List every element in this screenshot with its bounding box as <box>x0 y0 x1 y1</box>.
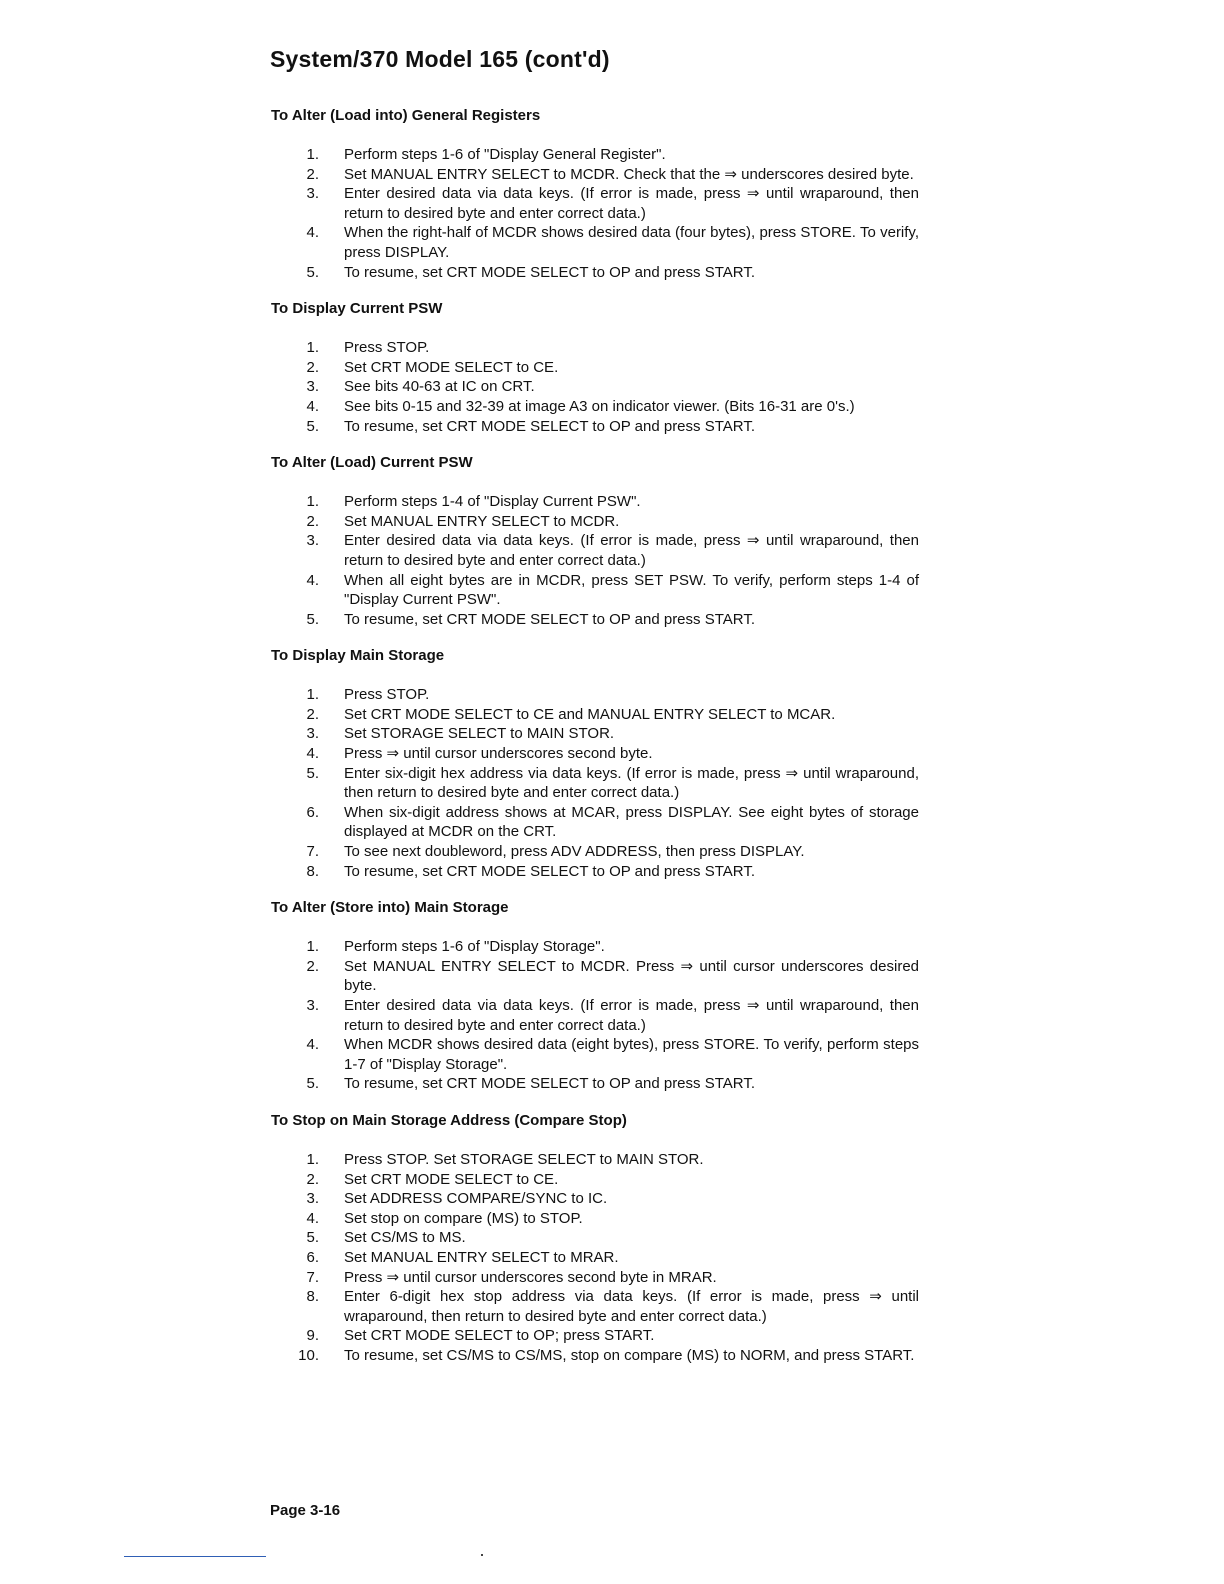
procedure-step <box>271 1074 919 1094</box>
step-text: Perform steps 1-6 of "Display Storage". <box>344 938 605 956</box>
procedure-step <box>271 397 919 417</box>
page-title: System/370 Model 165 (cont'd) <box>270 46 610 72</box>
step-number: 2. <box>306 1170 319 1188</box>
step-text: Set MANUAL ENTRY SELECT to MCDR. Check that the ⇒ underscores desired byte. <box>344 165 914 183</box>
step-text: Enter 6-digit hex stop address via data keys. (If error is made, press ⇒ until wraparound, then return to desired byte and enter correct data.) <box>344 1288 919 1325</box>
step-number: 5. <box>306 1229 319 1247</box>
procedure-step <box>271 1209 919 1229</box>
step-number: 4. <box>306 571 319 589</box>
scan-artifact-line <box>124 1556 266 1557</box>
step-number: 2. <box>306 358 319 376</box>
section-heading: To Stop on Main Storage Address (Compare Stop) <box>271 1111 627 1129</box>
step-number: 5. <box>306 263 319 281</box>
procedure-step <box>271 1287 919 1326</box>
step-text: To resume, set CRT MODE SELECT to OP and press START. <box>344 862 755 880</box>
procedure-step <box>271 1346 919 1366</box>
procedure-step <box>271 685 919 705</box>
procedure-step <box>271 531 919 570</box>
scan-artifact-dot <box>481 1554 483 1556</box>
section-heading: To Alter (Store into) Main Storage <box>271 899 509 917</box>
procedure-step <box>271 492 919 512</box>
step-text: When all eight bytes are in MCDR, press SET PSW. To verify, perform steps 1-4 of "Display Current PSW". <box>344 571 919 609</box>
procedure-step <box>271 1150 919 1170</box>
step-number: 5. <box>306 417 319 435</box>
step-number: 5. <box>306 610 319 628</box>
step-text: Set MANUAL ENTRY SELECT to MRAR. <box>344 1248 619 1266</box>
step-number: 5. <box>306 764 319 782</box>
step-number: 4. <box>306 224 319 242</box>
procedure-step <box>271 1035 919 1074</box>
step-text: Perform steps 1-6 of "Display General Register". <box>344 146 666 163</box>
step-text: Press STOP. <box>344 339 430 357</box>
procedure-step <box>271 803 919 842</box>
section-heading: To Alter (Load) Current PSW <box>271 454 473 472</box>
step-text: Press STOP. <box>344 686 430 704</box>
step-text: Press STOP. Set STORAGE SELECT to MAIN STOR. <box>344 1150 704 1168</box>
section-heading: To Display Current PSW <box>271 300 443 318</box>
step-text: When the right-half of MCDR shows desired data (four bytes), press STORE. To verify, press DISPLAY. <box>344 224 919 261</box>
procedure-section <box>271 453 919 629</box>
procedure-step <box>271 1248 919 1268</box>
step-number: 2. <box>306 705 319 723</box>
step-text: Enter desired data via data keys. (If error is made, press ⇒ until wraparound, then return to desired byte and enter correct data.) <box>344 185 919 222</box>
procedure-section <box>271 299 919 436</box>
section-heading: To Alter (Load into) General Registers <box>271 107 541 124</box>
step-number: 2. <box>306 165 319 183</box>
procedure-section <box>271 1111 919 1366</box>
procedure-step <box>271 1268 919 1288</box>
step-text: Set CRT MODE SELECT to CE. <box>344 1170 559 1188</box>
procedure-step <box>271 1170 919 1190</box>
step-number: 2. <box>306 957 319 975</box>
step-number: 3. <box>306 378 319 396</box>
step-text: Set CRT MODE SELECT to CE. <box>344 358 559 376</box>
step-text: To resume, set CRT MODE SELECT to OP and press START. <box>344 263 755 281</box>
step-text: To resume, set CS/MS to CS/MS, stop on compare (MS) to NORM, and press START. <box>344 1346 915 1364</box>
step-number: 5. <box>306 1075 319 1093</box>
step-number: 3. <box>306 185 319 203</box>
procedure-step <box>271 145 919 165</box>
procedure-step <box>271 937 919 957</box>
step-number: 1. <box>306 686 319 704</box>
procedure-step <box>271 417 919 437</box>
step-text: When MCDR shows desired data (eight bytes), press STORE. To verify, perform steps 1-7 of "Display Storage". <box>344 1036 919 1073</box>
procedure-step <box>271 1326 919 1346</box>
procedure-step <box>271 358 919 378</box>
procedure-step <box>271 744 919 764</box>
section-heading: To Display Main Storage <box>271 647 445 665</box>
step-text: Enter six-digit hex address via data keys. (If error is made, press ⇒ until wraparound, then return to desired byte and enter correct data.) <box>344 764 919 802</box>
step-number: 3. <box>306 725 319 743</box>
step-number: 1. <box>306 146 319 163</box>
step-number: 4. <box>306 1209 319 1227</box>
step-text: Set MANUAL ENTRY SELECT to MCDR. Press ⇒ until cursor underscores desired byte. <box>344 957 919 995</box>
procedure-section <box>271 646 919 881</box>
procedure-step <box>271 263 919 283</box>
procedure-section <box>271 898 919 1094</box>
procedure-step <box>271 184 919 223</box>
step-text: Press ⇒ until cursor underscores second byte in MRAR. <box>344 1268 717 1286</box>
step-text: Press ⇒ until cursor underscores second byte. <box>344 745 653 763</box>
step-text: Enter desired data via data keys. (If error is made, press ⇒ until wraparound, then return to desired byte and enter correct data.) <box>344 997 919 1034</box>
step-number: 3. <box>306 1190 319 1208</box>
procedure-step <box>271 724 919 744</box>
step-number: 4. <box>306 745 319 763</box>
procedure-step <box>271 512 919 532</box>
step-text: Set ADDRESS COMPARE/SYNC to IC. <box>344 1190 608 1208</box>
step-number: 4. <box>306 397 319 415</box>
procedure-step <box>271 957 919 996</box>
step-number: 8. <box>306 1288 319 1306</box>
step-number: 6. <box>306 1248 319 1266</box>
step-text: See bits 0-15 and 32-39 at image A3 on indicator viewer. (Bits 16-31 are 0's.) <box>344 397 855 415</box>
step-text: Perform steps 1-4 of "Display Current PSW". <box>344 493 641 511</box>
step-text: To see next doubleword, press ADV ADDRESS, then press DISPLAY. <box>344 843 805 861</box>
step-number: 7. <box>306 1268 319 1286</box>
procedure-step <box>271 338 919 358</box>
step-number: 3. <box>306 532 319 550</box>
step-text: Set CRT MODE SELECT to OP; press START. <box>344 1327 655 1345</box>
step-number: 9. <box>306 1327 319 1345</box>
procedure-section <box>271 106 919 282</box>
procedure-step <box>271 165 919 185</box>
procedure-step <box>271 571 919 610</box>
step-text: Set CS/MS to MS. <box>344 1229 466 1247</box>
procedure-step <box>271 1228 919 1248</box>
procedure-step <box>271 764 919 803</box>
procedure-step <box>271 610 919 630</box>
step-text: See bits 40-63 at IC on CRT. <box>344 378 535 396</box>
step-text: To resume, set CRT MODE SELECT to OP and press START. <box>344 610 755 628</box>
procedure-step <box>271 862 919 882</box>
step-number: 1. <box>306 938 319 956</box>
step-text: When six-digit address shows at MCAR, press DISPLAY. See eight bytes of storage displayed at MCDR on the CRT. <box>344 803 919 841</box>
step-text: Set MANUAL ENTRY SELECT to MCDR. <box>344 512 620 530</box>
step-number: 3. <box>306 997 319 1014</box>
step-text: Set STORAGE SELECT to MAIN STOR. <box>344 725 615 743</box>
procedure-step <box>271 705 919 725</box>
step-number: 1. <box>306 1150 319 1168</box>
procedure-step <box>271 842 919 862</box>
step-text: To resume, set CRT MODE SELECT to OP and press START. <box>344 417 755 435</box>
step-text: To resume, set CRT MODE SELECT to OP and press START. <box>344 1075 755 1093</box>
step-number: 1. <box>306 339 319 357</box>
step-number: 6. <box>306 803 319 821</box>
step-text: Set CRT MODE SELECT to CE and MANUAL ENTRY SELECT to MCAR. <box>344 705 836 723</box>
procedure-step <box>271 996 919 1035</box>
procedure-step <box>271 377 919 397</box>
step-number: 10. <box>298 1346 319 1364</box>
step-number: 1. <box>306 493 319 511</box>
step-number: 7. <box>306 843 319 861</box>
step-number: 8. <box>306 862 319 880</box>
procedure-step <box>271 1189 919 1209</box>
document-body <box>271 106 919 1383</box>
step-text: Enter desired data via data keys. (If error is made, press ⇒ until wraparound, then return to desired byte and enter correct data.) <box>344 532 919 569</box>
page-number: Page 3-16 <box>270 1502 341 1519</box>
step-number: 2. <box>306 512 319 530</box>
step-text: Set stop on compare (MS) to STOP. <box>344 1209 583 1227</box>
procedure-step <box>271 223 919 262</box>
step-number: 4. <box>306 1036 319 1054</box>
